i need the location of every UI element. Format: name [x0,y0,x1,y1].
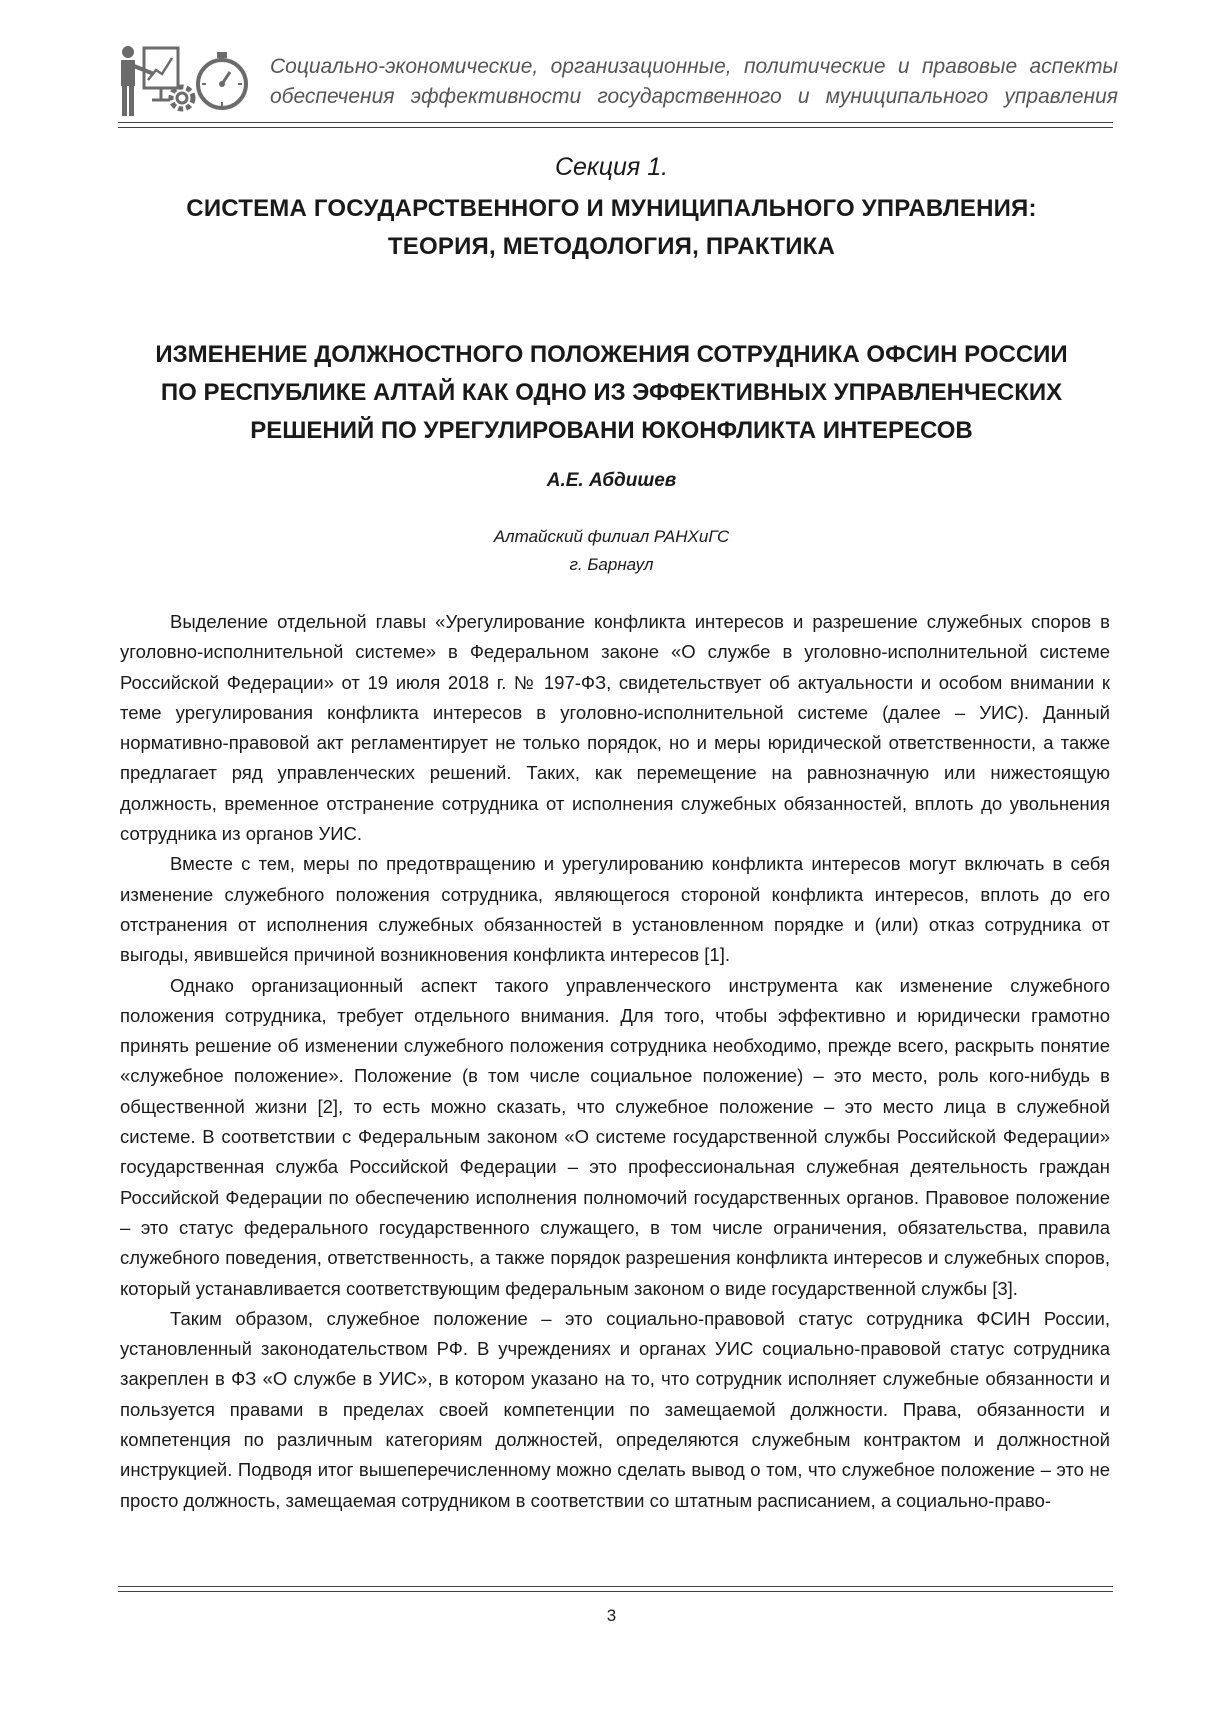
section-label: Секция 1. [554,153,669,181]
section-title-line-2: ТЕОРИЯ, МЕТОДОЛОГИЯ, ПРАКТИКА [387,233,836,260]
body-paragraph: Вместе с тем, меры по предотвращению и урегулированию конфликта интересов могут включать в себя изменение служебного положения сотрудника, являющегося стороной конфликта интересов, вплоть до его отстранения от исполнения служебных обязанностей в установленном порядке и (или) отказ сотрудника от выгоды, явившейся причиной возникновения конфликта интересов [1]. [120,853,1110,966]
affiliation-city: г. Барнаул [569,555,654,574]
presenter-chart-gears-stopwatch-icon [118,44,250,118]
header-text [270,52,1118,112]
header-line-2: обеспечения эффективности государственного и муниципального управления [270,85,1118,108]
page-number: 3 [606,1606,617,1625]
header-divider [118,122,1113,128]
article-title-line-3: РЕШЕНИЙ ПО УРЕГУЛИРОВАНИ ЮКОНФЛИКТА ИНТЕРЕСОВ [250,417,973,444]
footer-divider [118,1586,1113,1592]
author-name: А.Е. Абдишев [546,470,677,491]
article-title-line-2: ПО РЕСПУБЛИКЕ АЛТАЙ КАК ОДНО ИЗ ЭФФЕКТИВНЫХ УПРАВЛЕНЧЕСКИХ [160,379,1063,406]
author-affiliation [0,523,1223,579]
article-title-line-1: ИЗМЕНЕНИЕ ДОЛЖНОСТНОГО ПОЛОЖЕНИЯ СОТРУДНИКА ОФСИН РОССИИ [155,341,1068,368]
body-paragraph: Однако организационный аспект такого управленческого инструмента как изменение служебного положения сотрудника, требует отдельного внимания. Для того, чтобы эффективно и юридически грамотно принять решение об изменении служебного положения сотрудника необходимо, прежде всего, раскрыть понятие «служебное положение». Положение (в том числе социальное положение) – это место, роль кого-нибудь в общественной жизни [2], то есть можно сказать, что служебное положение – это место лица в служебной системе. В соответствии с Федеральным законом «О системе государственной службы Российской Федерации» государственная служба Российской Федерации – это профессиональная служебная деятельность граждан Российской Федерации по обеспечению исполнения полномочий государственных органов. Правовое положение – это статус федерального государственного служащего, в том числе ограничения, обязательства, правила служебного поведения, ответственность, а также порядок разрешения конфликта интересов и служебных споров, который устанавливается соответствующим федеральным законом о виде государственной службы [3]. [120,974,1110,1299]
article-body [120,607,1110,1516]
section-title [0,190,1223,266]
section-title-line-1: СИСТЕМА ГОСУДАРСТВЕННОГО И МУНИЦИПАЛЬНОГО УПРАВЛЕНИЯ: [186,195,1037,222]
header-line-1: Социально-экономические, организационные, политические и правовые аспекты [270,55,1118,78]
article-title [100,336,1123,450]
running-header [118,44,1118,128]
body-paragraph: Выделение отдельной главы «Урегулирование конфликта интересов и разрешение служебных споров в уголовно-исполнительной системе» в Федеральном законе «О службе в уголовно-исполнительной системе Российской Федерации» от 19 июля 2018 г. № 197-ФЗ, свидетельствует об актуальности и особом внимании к теме урегулирования конфликта интересов в уголовно-исполнительной системе (далее – УИС). Данный нормативно-правовой акт регламентирует не только порядок, но и меры юридической ответственности, а также предлагает ряд управленческих решений. Таких, как перемещение на равнозначную или нижестоящую должность, временное отстранение сотрудника от исполнения служебных обязанностей, вплоть до увольнения сотрудника из органов УИС. [120,611,1110,845]
body-paragraph: Таким образом, служебное положение – это социально-правовой статус сотрудника ФСИН России, установленный законодательством РФ. В учреждениях и органах УИС социально-правовой статус сотрудника закреплен в ФЗ «О службе в УИС», в котором указано на то, что сотрудник исполняет служебные обязанности и пользуется правами в пределах своей компетенции по замещаемой должности. Права, обязанности и компетенция по различным категориям должностей, определяются служебным контрактом и должностной инструкцией. Подводя итог вышеперечисленному можно сделать вывод о том, что служебное положение – это не просто должность, замещаемая сотрудником в соответствии со штатным расписанием, а социально-право- [120,1307,1110,1511]
affiliation-institution: Алтайский филиал РАНХиГС [493,527,730,546]
